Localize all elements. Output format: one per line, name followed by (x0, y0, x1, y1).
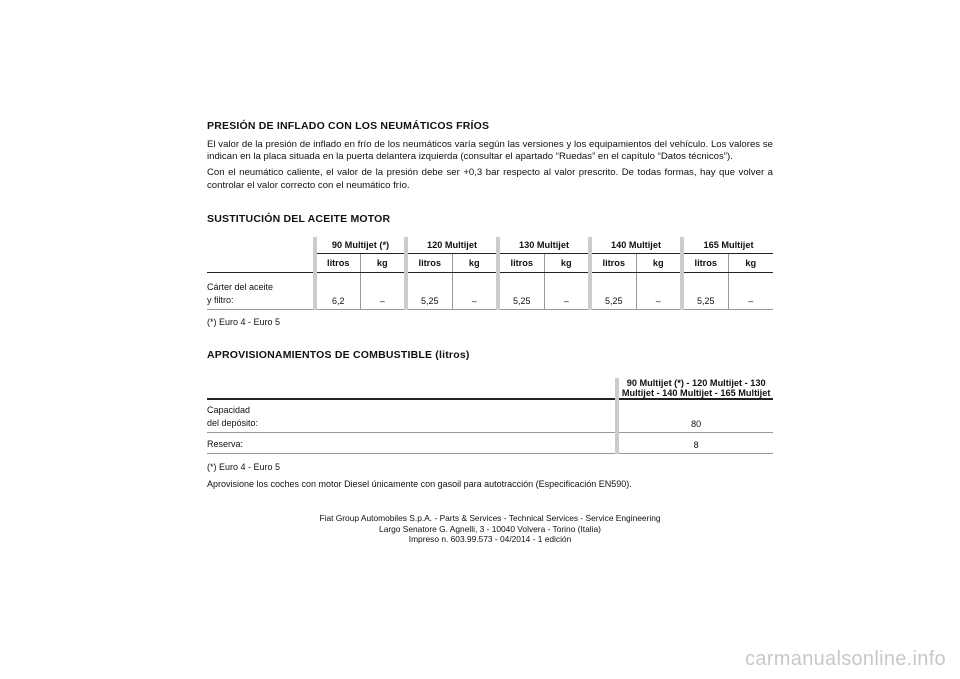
table-row (207, 399, 773, 433)
oil-unit-litros: litros (315, 254, 360, 273)
oil-model-header: 165 Multijet (682, 237, 773, 254)
oil-value-kg: – (728, 273, 773, 310)
oil-model-header: 140 Multijet (590, 237, 682, 254)
oil-footnote: (*) Euro 4 - Euro 5 (207, 317, 281, 327)
watermark: carmanualsonline.info (745, 648, 946, 670)
oil-value-kg: – (636, 273, 682, 310)
oil-unit-kg: kg (544, 254, 590, 273)
oil-unit-litros: litros (498, 254, 544, 273)
oil-unit-kg: kg (452, 254, 498, 273)
oil-unit-litros: litros (590, 254, 636, 273)
footer-line: Fiat Group Automobiles S.p.A. - Parts & Services - Technical Services - Service Engineering (319, 513, 661, 523)
oil-value-kg: – (452, 273, 498, 310)
fuel-table (207, 378, 773, 454)
fuel-capacity-value: 80 (617, 399, 773, 433)
oil-unit-litros: litros (406, 254, 452, 273)
oil-value-litros: 5,25 (682, 273, 728, 310)
footer-line: Largo Senatore G. Agnelli, 3 - 10040 Volvera - Torino (Italia) (379, 523, 601, 534)
fuel-footnote: (*) Euro 4 - Euro 5 (207, 462, 281, 472)
footer-line: Impreso n. 603.99.573 - 04/2014 - 1 edición (408, 534, 572, 544)
fuel-section (207, 349, 773, 490)
oil-unit-litros: litros (682, 254, 728, 273)
oil-value-kg: – (544, 273, 590, 310)
oil-value-litros: 5,25 (406, 273, 452, 310)
oil-unit-kg: kg (636, 254, 682, 273)
fuel-header: 90 Multijet (*) - 120 Multijet - 130 Multijet - 140 Multijet - 165 Multijet (617, 378, 773, 399)
tyre-pressure-title: PRESIÓN DE INFLADO CON LOS NEUMÁTICOS FRÍOS (207, 120, 490, 132)
oil-row-label: Cárter del aceite y filtro: (207, 273, 315, 310)
fuel-row-label: Capacidad del depósito: (207, 399, 617, 433)
tyre-pressure-section (207, 120, 773, 192)
engine-oil-table (207, 237, 773, 310)
table-row (207, 433, 773, 454)
fuel-supply-text: Aprovisione los coches con motor Diesel únicamente con gasoil para autotracción (Especificación EN590). (207, 479, 632, 489)
oil-value-litros: 5,25 (590, 273, 636, 310)
oil-value-litros: 6,2 (315, 273, 360, 310)
oil-model-header: 120 Multijet (406, 237, 498, 254)
oil-unit-kg: kg (360, 254, 406, 273)
fuel-reserve-value: 8 (617, 433, 773, 454)
engine-oil-title: SUSTITUCIÓN DEL ACEITE MOTOR (207, 213, 391, 225)
oil-value-kg: – (360, 273, 406, 310)
oil-model-header: 90 Multijet (*) (315, 237, 406, 254)
oil-value-litros: 5,25 (498, 273, 544, 310)
publisher-footer (207, 513, 773, 545)
tyre-pressure-paragraph-2: Con el neumático caliente, el valor de la presión debe ser +0,3 bar respecto al valor prescrito. De todas formas, hay que volver a controlar el valor correcto con el neumático frío. (207, 167, 773, 191)
table-row (207, 273, 773, 310)
fuel-title: APROVISIONAMIENTOS DE COMBUSTIBLE (litros) (207, 349, 470, 361)
fuel-row-label: Reserva: (207, 433, 617, 454)
oil-model-header: 130 Multijet (498, 237, 590, 254)
tyre-pressure-paragraph-1: El valor de la presión de inflado en frío de los neumáticos varía según las versiones y los equipamientos del vehículo. Los valores se indican en la placa situada en la puerta delantera izquierda (consultar el apartado “Ruedas” en el capítulo “Datos técnicos”). (207, 139, 773, 163)
oil-unit-kg: kg (728, 254, 773, 273)
engine-oil-section (207, 213, 773, 327)
